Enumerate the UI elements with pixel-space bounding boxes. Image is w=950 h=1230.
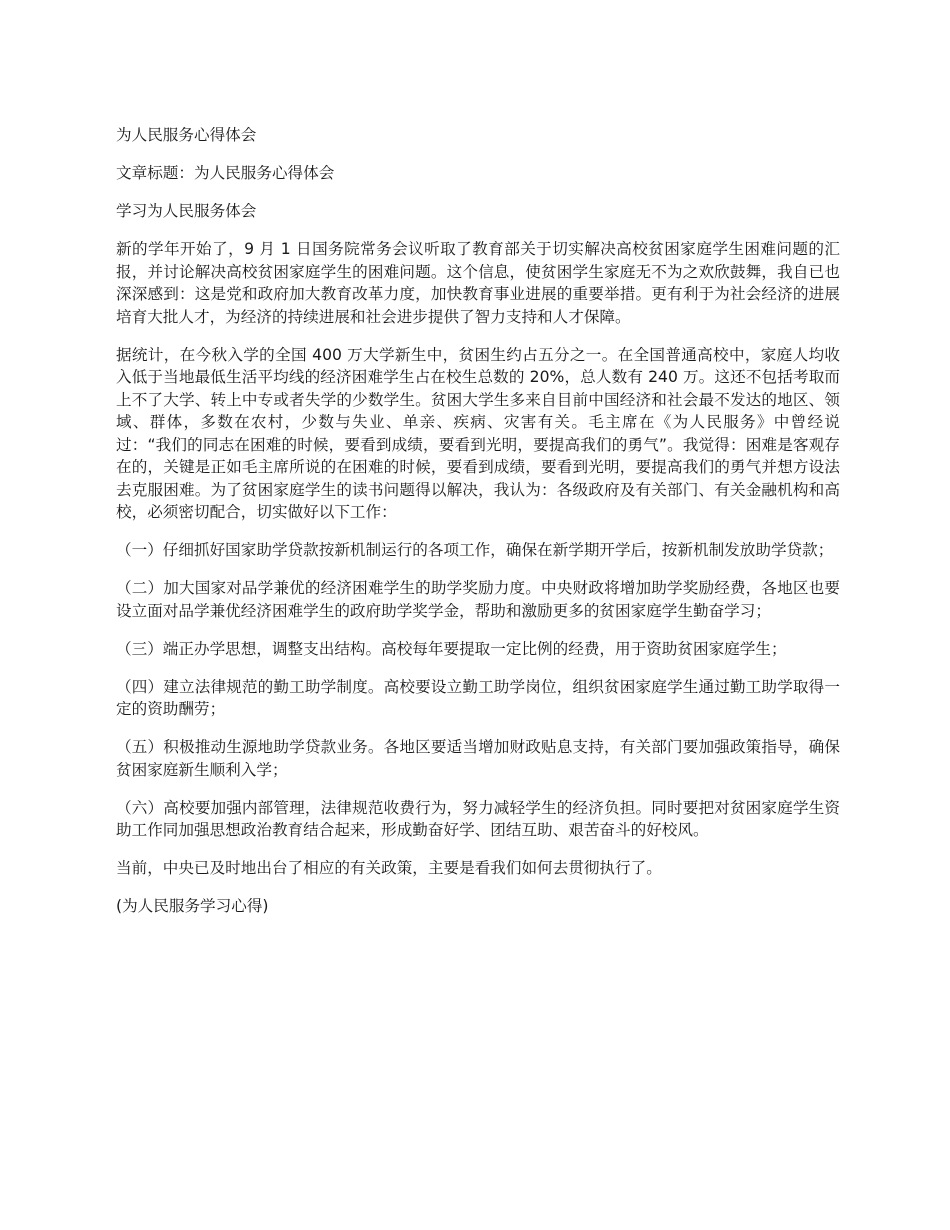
paragraph-item-2: （二）加大国家对品学兼优的经济困难学生的助学奖励力度。中央财政将增加助学奖励经费，各地区也要设立面对品学兼优经济困难学生的政府助学奖学金，帮助和激励更多的贫困家庭学生勤奋学习； (116, 579, 840, 620)
paragraph-source-note: (为人民服务学习心得) (116, 897, 269, 915)
paragraph-item-3: （三）端正办学思想，调整支出结构。高校每年要提取一定比例的经费，用于资助贫困家庭学生； (116, 639, 787, 658)
document-title: 为人民服务心得体会 (116, 126, 257, 144)
paragraph-item-4: （四）建立法律规范的勤工助学制度。高校要设立勤工助学岗位，组织贫困家庭学生通过勤工助学取得一定的资助酬劳； (116, 677, 840, 718)
paragraph-intro: 新的学年开始了，9 月 1 日国务院常务会议听取了教育部关于切实解决高校贫困家庭学生困难问题的汇报，并讨论解决高校贫困家庭学生的困难问题。这个信息，使贫困学生家庭无不为之欢欣鼓舞，我自已也深深感到：这是党和政府加大教育改革力度，加快教育事业进展的重要举措。更有利于为社会经济的进展培育大批人才，为经济的持续进展和社会进步提供了智力支持和人才保障。 (116, 240, 840, 326)
paragraph-item-6: （六）高校要加强内部管理，法律规范收费行为，努力减轻学生的经济负担。同时要把对贫困家庭学生资助工作同加强思想政治教育结合起来，形成勤奋好学、团结互助、艰苦奋斗的好校风。 (116, 798, 840, 839)
document-subtitle: 学习为人民服务体会 (116, 202, 257, 220)
document-page (116, 124, 840, 933)
paragraph-item-1: （一）仔细抓好国家助学贷款按新机制运行的各项工作，确保在新学期开学后，按新机制发放助学贷款； (116, 541, 834, 559)
paragraph-statistics: 据统计，在今秋入学的全国 400 万大学新生中，贫困生约占五分之一。在全国普通高校中，家庭人均收入低于当地最低生活平均线的经济困难学生占在校生总数的 20%，总人数有 240 万。这还不包括考取而上不了大学、转上中专或者失学的少数学生。贫困大学生多来自目前中国经济和社会最不发达的地区、领域、群体，多数在农村，少数与失业、单亲、疾病、灾害有关。毛主席在《为人民服务》中曾经说过：“我们的同志在困难的时候，要看到成绩，要看到光明，要提高我们的勇气”。我觉得：困难是客观存在的，关键是正如毛主席所说的在困难的时候，要看到成绩，要看到光明，要提高我们的勇气并想方设法去克服困难。为了贫困家庭学生的读书问题得以解决，我认为：各级政府及有关部门、有关金融机构和高校，必须密切配合，切实做好以下工作： (116, 345, 840, 521)
article-title: 文章标题：为人民服务心得体会 (116, 164, 335, 182)
paragraph-item-5: （五）积极推动生源地助学贷款业务。各地区要适当增加财政贴息支持，有关部门要加强政策指导，确保贫困家庭新生顺利入学； (116, 738, 840, 779)
paragraph-conclusion: 当前，中央已及时地出台了相应的有关政策，主要是看我们如何去贯彻执行了。 (116, 859, 662, 877)
